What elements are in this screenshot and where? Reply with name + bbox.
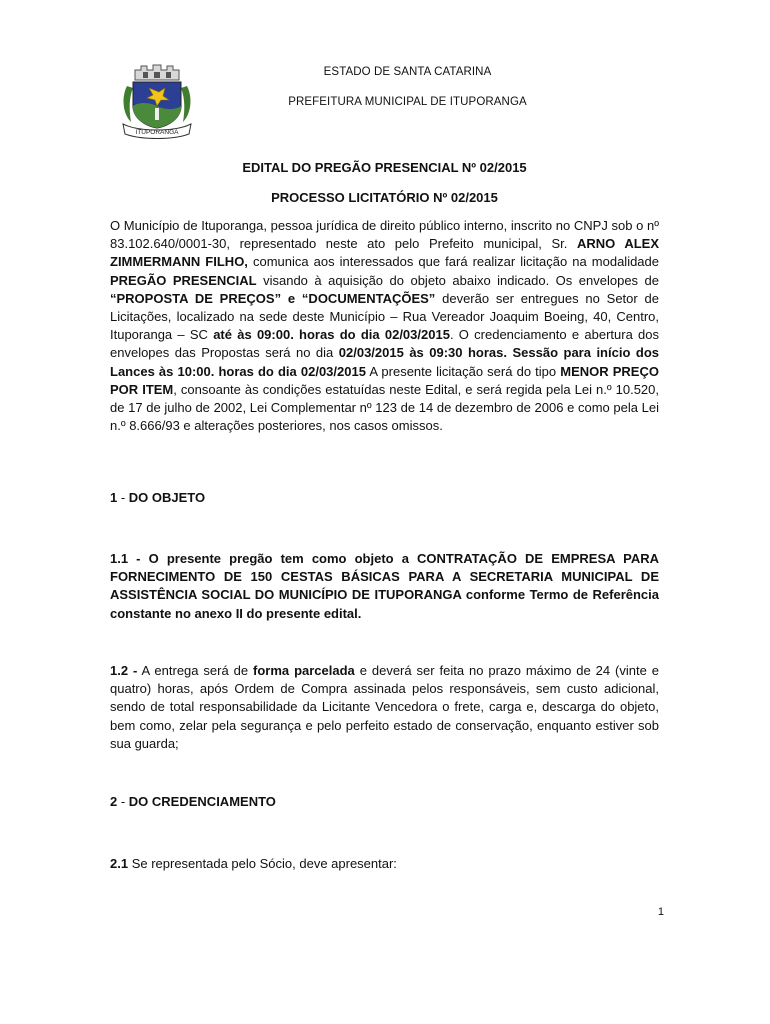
section-title: DO OBJETO <box>128 490 206 505</box>
page-number: 1 <box>657 906 664 918</box>
processo-title: PROCESSO LICITATÓRIO Nº 02/2015 <box>271 190 498 205</box>
item-emphasis: forma parcelada <box>253 663 355 678</box>
item-text: Se representada pelo Sócio, deve apresentar: <box>128 856 397 871</box>
intro-session-time: 02/03/2015 às 09:30 horas. Sessão para início dos Lances às 10:00. horas do dia 02/03/2015 <box>110 345 659 379</box>
intro-text: visando à aquisição do objeto abaixo indicado. Os envelopes de <box>256 272 659 288</box>
section-separator: - <box>117 794 129 809</box>
intro-bid-type: MENOR PREÇO POR ITEM <box>110 363 659 397</box>
section-1-heading <box>110 490 205 505</box>
item-text: A entrega será de <box>137 663 254 678</box>
intro-text: A presente licitação será do tipo <box>365 363 561 379</box>
section-number: 2 <box>110 794 118 809</box>
section-separator: - <box>117 490 129 505</box>
section-number: 1 <box>110 490 118 505</box>
header-prefecture: PREFEITURA MUNICIPAL DE ITUPORANGA <box>288 96 527 108</box>
item-1-1: 1.1 - O presente pregão tem como objeto a CONTRATAÇÃO DE EMPRESA PARA FORNECIMENTO DE 150 CESTAS BÁSICAS PARA A SECRETARIA MUNICIPAL DE ASSISTÊNCIA SOCIAL DO MUNICÍPIO DE ITUPORANGA conforme Termo de Referência constante no anexo II do presente edital. <box>110 551 659 621</box>
intro-modality: PREGÃO PRESENCIAL <box>110 272 257 288</box>
intro-envelopes: “PROPOSTA DE PREÇOS” e “DOCUMENTAÇÕES” <box>110 290 436 306</box>
intro-deadline: até às 09:00. horas do dia 02/03/2015 <box>213 327 450 343</box>
intro-text: comunica aos interessados que fará realizar licitação na modalidade <box>247 254 660 270</box>
intro-text: deverão ser entregues no Setor de Licitações, localizado na sede deste Município – Rua Vereador Joaquim Boeing, 40, Centro, Ituporanga – SC <box>110 290 659 343</box>
item-1-2 <box>110 662 659 753</box>
item-text: e deverá ser feita no prazo máximo de 24 (vinte e quatro) horas, após Ordem de Compra assinada pelos responsáveis, sem custo adicional, sendo de total responsabilidade da Licitante Vencedora o frete, carga e, descarga do objeto, bem como, zelar pela segurança e pelo perfeito estado de conservação, enquanto estiver sob sua guarda; <box>110 663 659 751</box>
municipal-crest-logo <box>119 62 195 140</box>
item-number: 2.1 <box>110 856 129 871</box>
intro-text: O Município de Ituporanga, pessoa jurídica de direito público interno, inscrito no CNPJ sob o nº 83.102.640/0001-30, representado neste ato pelo Prefeito municipal, Sr. <box>110 218 659 252</box>
item-number: 1.2 - <box>110 663 138 678</box>
header-state: ESTADO DE SANTA CATARINA <box>323 66 492 78</box>
section-2-heading <box>110 794 276 809</box>
intro-paragraph <box>110 217 659 435</box>
intro-mayor-name: ARNO ALEX ZIMMERMANN FILHO, <box>110 236 660 270</box>
intro-text: . O credenciamento e abertura dos envelopes das Propostas será no dia <box>110 327 660 361</box>
intro-text: , consoante às condições estatuídas neste Edital, e será regida pela Lei n.º 10.520, de 17 de julho de 2002, Lei Complementar nº 123 de 14 de dezembro de 2006 e como pela Lei n.º 8.666/93 e alterações posteriores, nos casos omissos. <box>110 381 659 434</box>
item-2-1 <box>110 855 659 873</box>
section-title: DO CREDENCIAMENTO <box>128 794 276 809</box>
crest-motto: ITUPORANGA <box>135 129 179 136</box>
edital-title: EDITAL DO PREGÃO PRESENCIAL Nº 02/2015 <box>242 160 527 175</box>
